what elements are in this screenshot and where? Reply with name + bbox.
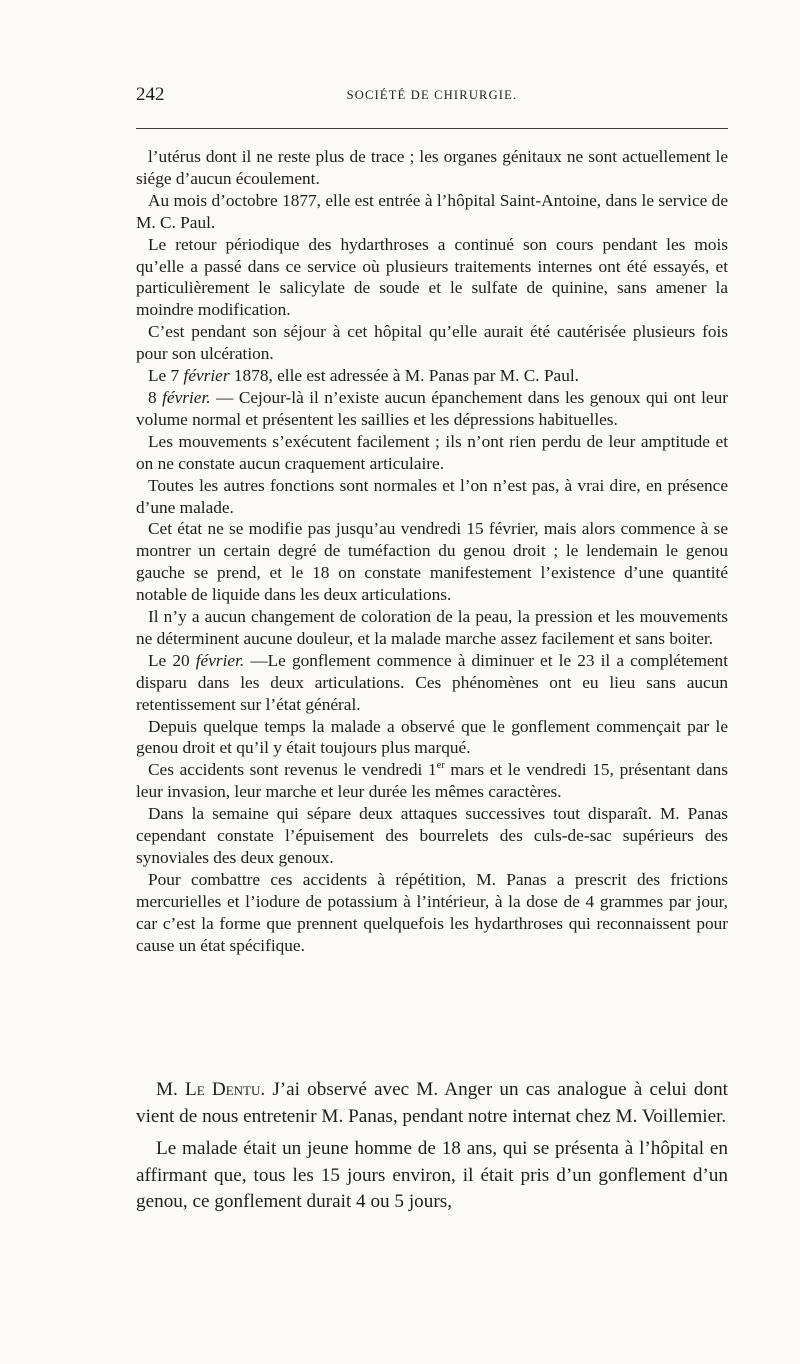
paragraph-text: 1878, elle est adressée à M. Panas par M. C. Paul. [229, 366, 579, 386]
speaker-name: M. Le Dentu. [156, 1079, 266, 1100]
paragraph [136, 716, 728, 760]
running-title: SOCIÉTÉ DE CHIRURGIE. [346, 88, 518, 102]
paragraph-text: — Cejour-là il n’existe aucun épanchement dans les genoux qui ont leur volume normal et présentent les saillies et les dépressions habituelles. [136, 387, 728, 429]
paragraph-text: Dans la semaine qui sépare deux attaques successives tout disparaît. M. Panas cependant constate l’épuisement des bourrelets des culs-de-sac supérieurs des synoviales des deux genoux. [136, 804, 728, 867]
date-italic: février [183, 366, 230, 386]
paragraph [136, 803, 728, 869]
page-number: 242 [136, 84, 165, 105]
paragraph [136, 146, 728, 190]
paragraph [136, 190, 728, 234]
paragraph-text: mars et le vendredi 15, présentant dans leur invasion, leur marche et leur durée les mêmes caractères. [136, 760, 729, 802]
paragraph-text: 8 [148, 387, 163, 407]
paragraph [136, 606, 728, 650]
paragraph-text: J’ai observé avec M. Anger un cas analogue à celui dont vient de nous entretenir M. Panas, pendant notre internat chez M. Voillemier. [136, 1079, 728, 1127]
paragraph-text: Depuis quelque temps la malade a observé que le gonflement commençait par le genou droit et qu’il y était toujours plus marqué. [136, 716, 728, 758]
paragraph [136, 365, 728, 387]
paragraph-text: Le retour périodique des hydarthroses a continué son cours pendant les mois qu’elle a passé dans ce service où plusieurs traitements internes ont été essayés, et particulièrement le salicylate de soude et le sulfate de quinine, sans amener la moindre modification. [136, 234, 728, 320]
paragraph [136, 518, 728, 606]
paragraph-text: Le malade était un jeune homme de 18 ans, qui se présenta à l’hôpital en affirmant que, tous les 15 jours environ, il était pris d’un gonflement d’un genou, ce gonflement durait 4 ou 5 jours, [136, 1138, 728, 1212]
paragraph [136, 1077, 728, 1130]
ordinal-superscript: er [436, 760, 445, 772]
paragraph-text: Le 20 [148, 650, 196, 670]
discussion-body [136, 1077, 728, 1216]
paragraph-text: Toutes les autres fonctions sont normales et l’on n’est pas, à vrai dire, en présence d’une malade. [136, 475, 728, 517]
paragraph [136, 650, 728, 716]
paragraph-text: Au mois d’octobre 1877, elle est entrée à l’hôpital Saint-Antoine, dans le service de M. C. Paul. [136, 190, 728, 232]
paragraph [136, 431, 728, 475]
paragraph-text: Il n’y a aucun changement de coloration de la peau, la pression et les mouvements ne déterminent aucune douleur, et la malade marche assez facilement et sans boiter. [136, 607, 728, 648]
paragraph [136, 234, 728, 322]
paragraph [136, 321, 728, 365]
paragraph [136, 1136, 728, 1216]
case-report-body [136, 146, 728, 957]
paragraph-text: C’est pendant son séjour à cet hôpital qu’elle aurait été cautérisée plusieurs fois pour son ulcération. [136, 322, 728, 364]
paragraph-text: Les mouvements s’exécutent facilement ; ils n’ont rien perdu de leur amptitude et on ne constate aucun craquement articulaire. [136, 431, 728, 473]
paragraph-text: Cet état ne se modifie pas jusqu’au vendredi 15 février, mais alors commence à se montrer un certain degré de tuméfaction du genou droit ; le lendemain le genou gauche se prend, et le 18 on constate manifestement l’existence d’une quantité notable de liquide dans les deux articulations. [136, 519, 728, 605]
page-header [136, 84, 728, 110]
paragraph-text: Pour combattre ces accidents à répétition, M. Panas a prescrit des frictions mercurielles et l’iodure de potassium à l’intérieur, à la dose de 4 grammes par jour, car c’est la forme que prennent quelquefois les hydarthroses qui reconnaissent pour cause un état spécifique. [136, 869, 728, 955]
paragraph-text: Ces accidents sont revenus le vendredi 1 [148, 760, 437, 780]
header-rule [136, 128, 728, 129]
paragraph [136, 387, 728, 431]
date-italic: février. [162, 387, 211, 407]
paragraph-text: Le 7 [148, 366, 184, 386]
paragraph [136, 475, 728, 519]
paragraph-text: l’utérus dont il ne reste plus de trace ; les organes génitaux ne sont actuellement le siége d’aucun écoulement. [136, 147, 728, 188]
date-italic: février. [195, 650, 245, 670]
paragraph-text: —Le gonflement commence à diminuer et le 23 il a complétement disparu dans les deux articulations. Ces phénomènes ont eu lieu sans aucun retentissement sur l’état général. [136, 650, 728, 714]
paragraph [136, 759, 728, 803]
paragraph [136, 869, 728, 957]
